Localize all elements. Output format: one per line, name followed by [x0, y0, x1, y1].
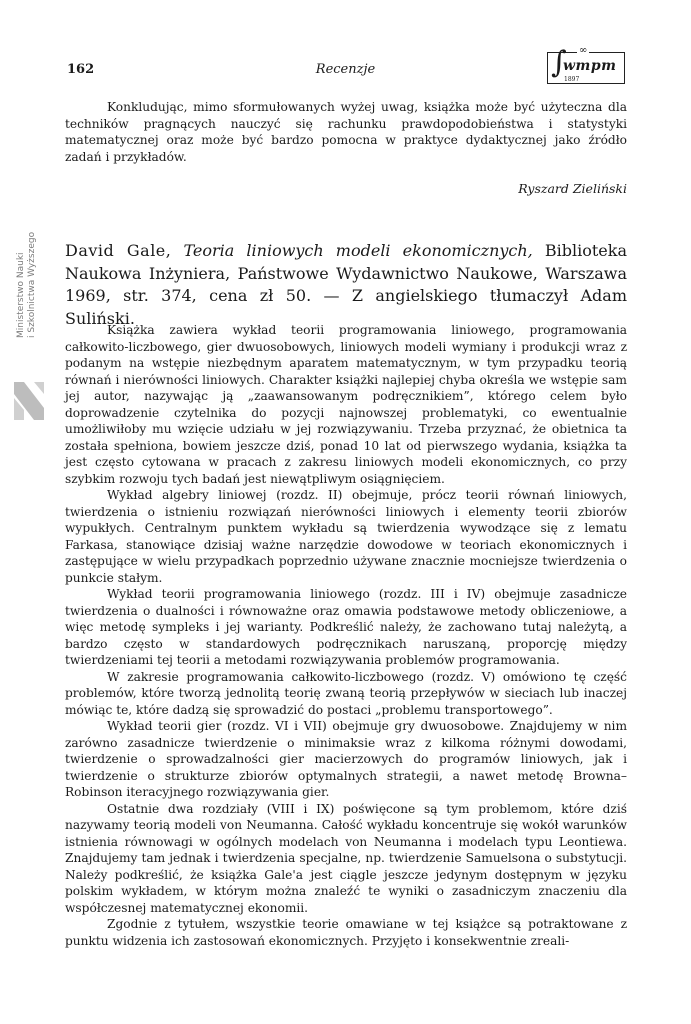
running-title: Recenzje	[315, 62, 376, 77]
review-paragraph: Ostatnie dwa rozdziały (VIII i IX) poświęcone są tym problemom, które dziś nazywamy teorią modeli von Neumanna. Całość wykładu koncentruje się wokół warunków istnienia równowagi w ogólnych modelach von Neumanna i modelach typu Leontiewa. Znajdujemy tam jednak i twierdzenia specjalne, np. twierdzenie Samuelsona o substytucji. Należy podkreślić, że książka Gale'a jest ciągle jeszcze jedynym dostępnym w języku polskim wykładem, w którym można znaleźć te wyniki o zasadniczym znaczeniu dla współczesnej matematycznej ekonomii.	[65, 801, 627, 915]
logo-year: 1897	[564, 76, 580, 83]
review-paragraph: Wykład teorii programowania liniowego (rozdz. III i IV) obejmuje zasadnicze twierdzenia o dualności i równoważne oraz omawia podstawowe metody obliczeniowe, a więc metodę sympleks i jej warianty. Podkreślić należy, że zachowano tutaj należytą, a bardzo często w standardowych podręcznikach naruszaną, proporcję między twierdzeniami tej teorii a metodami rozwiązywania problemów programowania.	[65, 587, 627, 667]
side-watermark-line2: i Szkolnictwa Wyższego	[27, 231, 37, 338]
page-number: 162	[67, 62, 95, 77]
integral-icon: ∫	[551, 45, 567, 80]
book-reference	[65, 240, 627, 330]
review-conclusion-paragraph: Konkludując, mimo sformułowanych wyżej uwag, książka może być użyteczna dla techników pragnących nauczyć się rachunku prawdopodobieństwa i statystyki matematycznej oraz może być bardzo pomocna w praktyce dydaktycznej jako źródło zadań i przykładów.	[65, 100, 627, 164]
ministry-logo-icon	[12, 378, 46, 422]
review-body	[65, 322, 627, 949]
review-paragraph: W zakresie programowania całkowito-liczbowego (rozdz. V) omówiono tę część problemów, które tworzą jednolitą teorię zwaną teorią przepływów w sieciach lub inaczej mówiąc te, które dadzą się sprowadzić do postaci „problemu transportowego”.	[65, 669, 627, 717]
publisher-logo	[547, 46, 625, 86]
review-conclusion	[65, 99, 627, 165]
review-paragraph: Wykład algebry liniowej (rozdz. II) obejmuje, prócz teorii równań liniowych, twierdzenia o istnieniu rozwiązań nierówności liniowych i elementy teorii zbiorów wypukłych. Centralnym punktem wykładu są twierdzenia wywodzące się z lematu Farkasa, stanowiące dzisiaj ważne narzędzie dowodowe w teoriach ekonomicznych i zastępujące w wielu przypadkach poprzednio używane znacznie mocniejsze twierdzenia o punkcie stałym.	[65, 488, 627, 585]
review-paragraph: Wykład teorii gier (rozdz. VI i VII) obejmuje gry dwuosobowe. Znajdujemy w nim zarówno zasadnicze twierdzenie o minimaksie wraz z kilkoma różnymi dowodami, twierdzenie o sprowadzalności gier macierzowych do programów liniowych, jak i twierdzenie o strukturze zbiorów optymalnych strategii, a nawet metodę Browna–Robinson iteracyjnego rozwiązywania gier.	[65, 719, 627, 799]
review-signature: Ryszard Zieliński	[518, 181, 627, 196]
infinity-icon: ∞	[579, 45, 588, 56]
book-author: David Gale,	[65, 241, 172, 260]
book-details: Biblioteka Naukowa Inżyniera, Państwowe Wydawnictwo Naukowe, Warszawa 1969, str. 374, cena zł 50. — Z angielskiego tłumaczył Adam Suliński.	[65, 241, 627, 328]
book-title: Teoria liniowych modeli ekonomicznych,	[183, 241, 533, 260]
review-paragraph: Książka zawiera wykład teorii programowania liniowego, programowania całkowito-liczbowego, gier dwuosobowych, liniowych modeli wymiany i produkcji wraz z podanym na wstępie niezbędnym aparatem matematycznym, w tym przypadku teorią równań i nierówności liniowych. Charakter książki najlepiej chyba określa we wstępie sam jej autor, nazywając ją „zaawansowanym podręcznikiem”, którego celem było doprowadzenie czytelnika do pozycji najnowszej problematyki, co ewentualnie umożliwiłoby mu wzięcie udziału w jej rozwiązywaniu. Trzeba przyznać, że obietnica ta została spełniona, bowiem jeszcze dziś, ponad 10 lat od pierwszego wydania, książka ta jest często cytowana w pracach z zakresu liniowych modeli ekonomicznych, co przy szybkim rozwoju tych badań jest niewątpliwym osiągnięciem.	[65, 323, 627, 486]
side-watermark-text	[16, 178, 38, 338]
review-paragraph: Zgodnie z tytułem, wszystkie teorie omawiane w tej książce są potraktowane z punktu widzenia ich zastosowań ekonomicznych. Przyjęto i konsekwentnie zreali-	[65, 917, 627, 948]
side-watermark-line1: Ministerstwo Nauki	[16, 252, 26, 338]
logo-word: wmpm	[563, 58, 617, 74]
